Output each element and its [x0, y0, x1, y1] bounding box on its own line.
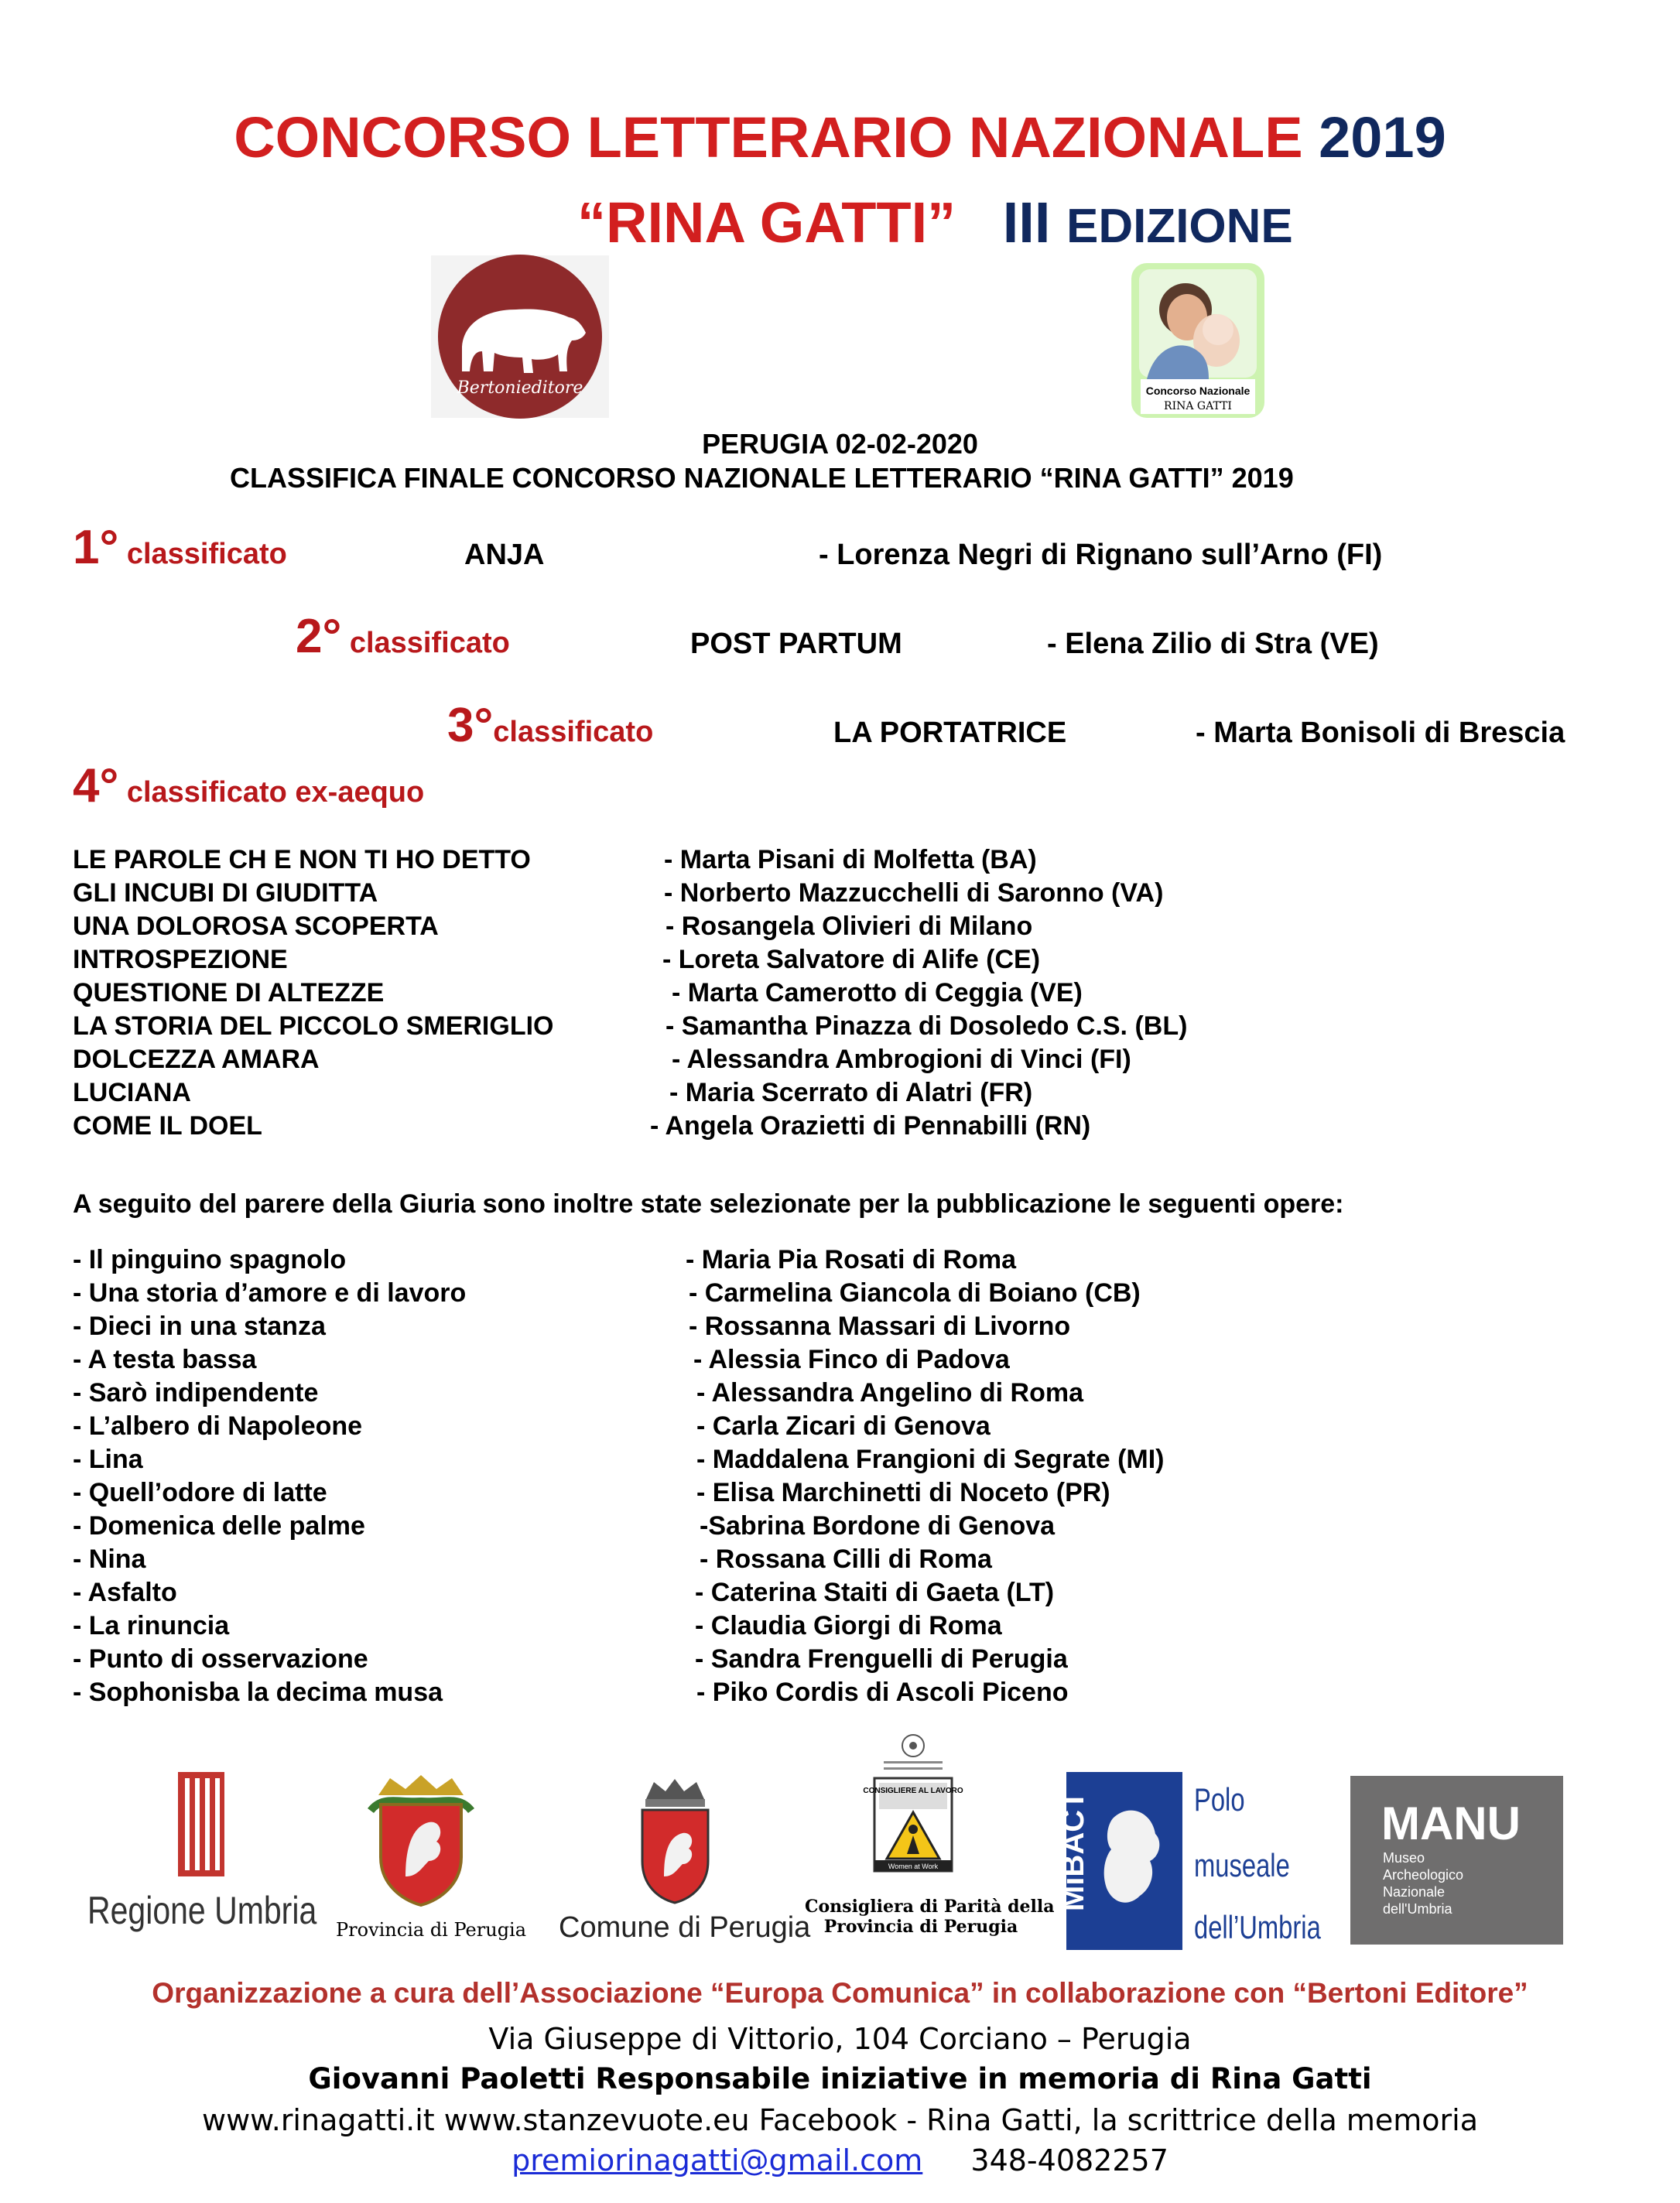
consigliera-caption — [805, 1897, 1055, 1937]
contact-line — [0, 2143, 1680, 2177]
phone-number: 348-4082257 — [970, 2143, 1168, 2177]
list-item-author: - Alessandra Ambrogioni di Vinci (FI) — [672, 1045, 1131, 1074]
list-item-author: - Rossana Cilli di Roma — [700, 1544, 992, 1574]
list-item-author: -Sabrina Bordone di Genova — [700, 1511, 1056, 1541]
consigliera-parita-logo — [863, 1732, 963, 1879]
place-label: classificato — [349, 627, 510, 659]
address-line: Via Giuseppe di Vittorio, 104 Corciano – Perugia — [488, 2022, 1192, 2056]
list-item-work: DOLCEZZA AMARA — [73, 1045, 320, 1074]
email-link[interactable]: premiorinagatti@gmail.com — [512, 2143, 923, 2177]
manu-sub2: Archeologico — [1383, 1867, 1464, 1883]
list-item-author: - Caterina Staiti di Gaeta (LT) — [695, 1578, 1055, 1607]
list-item-work: - Domenica delle palme — [73, 1511, 365, 1541]
list-item-work: - A testa bassa — [73, 1345, 257, 1374]
list-item-work: - Asfalto — [73, 1578, 177, 1607]
list-item-author: - Rosangela Olivieri di Milano — [665, 912, 1033, 941]
place-number: 1° — [73, 521, 119, 574]
page-subtitle — [577, 190, 1293, 255]
title-year: 2019 — [1319, 105, 1446, 169]
list-item-author: - Carmelina Giancola di Boiano (CB) — [689, 1278, 1141, 1308]
manu-sub4: dell'Umbria — [1383, 1901, 1452, 1917]
title-main: CONCORSO LETTERARIO NAZIONALE — [234, 105, 1303, 169]
list-item-author: - Angela Orazietti di Pennabilli (RN) — [650, 1111, 1091, 1141]
provincia-perugia-crest — [367, 1772, 475, 1907]
manu-sub3: Nazionale — [1383, 1884, 1446, 1900]
list-item-author: - Loreta Salvatore di Alife (CE) — [662, 945, 1041, 974]
selection-intro: A seguito del parere della Giuria sono inoltre state selezionate per la pubblicazione le seguenti opere: — [73, 1189, 1344, 1219]
list-item-work: - Sophonisba la decima musa — [73, 1678, 443, 1707]
list-item-author: - Claudia Giorgi di Roma — [695, 1611, 1002, 1640]
list-item-work: - Una storia d’amore e di lavoro — [73, 1278, 467, 1308]
list-item-author: - Carla Zicari di Genova — [696, 1411, 991, 1441]
list-item-work: LA STORIA DEL PICCOLO SMERIGLIO — [73, 1011, 554, 1041]
regione-umbria-caption: Regione Umbria — [87, 1889, 317, 1932]
place-1-work: ANJA — [464, 539, 545, 571]
responsible-line: Giovanni Paoletti Responsabile iniziative in memoria di Rina Gatti — [308, 2062, 1372, 2095]
comune-perugia-crest — [635, 1776, 716, 1904]
place-2 — [296, 609, 510, 664]
subtitle-name: “RINA GATTI” — [577, 190, 956, 255]
place-1 — [73, 520, 287, 575]
list-item-author: - Alessia Finco di Padova — [693, 1345, 1010, 1374]
list-item-work: - Sarò indipendente — [73, 1378, 319, 1408]
provincia-perugia-caption: Provincia di Perugia — [336, 1919, 527, 1941]
list-item-work: GLI INCUBI DI GIUDITTA — [73, 878, 378, 908]
rina-gatti-contest-logo — [1131, 263, 1264, 418]
comune-perugia-caption: Comune di Perugia — [559, 1911, 811, 1944]
consigliera-logo-women-text: Women at Work — [888, 1863, 939, 1870]
list-item-author: - Norberto Mazzucchelli di Saronno (VA) — [664, 878, 1164, 908]
consigliera-logo-text: CONSIGLIERE AL LAVORO — [863, 1787, 963, 1795]
list-item-author: - Marta Camerotto di Ceggia (VE) — [672, 978, 1083, 1007]
list-item-author: - Samantha Pinazza di Dosoledo C.S. (BL) — [665, 1011, 1188, 1041]
manu-sub1: Museo — [1383, 1850, 1425, 1866]
place-3 — [447, 698, 653, 753]
list-item-work: LE PAROLE CH E NON TI HO DETTO — [73, 845, 531, 874]
list-item-work: UNA DOLOROSA SCOPERTA — [73, 912, 439, 941]
place-number: 2° — [296, 610, 342, 663]
list-item-work: - L’albero di Napoleone — [73, 1411, 363, 1441]
place-label: classificato — [493, 716, 654, 748]
list-item-author: - Sandra Frenguelli di Perugia — [695, 1644, 1068, 1674]
list-item-author: - Marta Pisani di Molfetta (BA) — [664, 845, 1037, 874]
list-item-author: - Maria Pia Rosati di Roma — [686, 1245, 1016, 1274]
list-item-author: - Elisa Marchinetti di Noceto (PR) — [696, 1478, 1110, 1507]
contest-logo-line1: Concorso Nazionale — [1145, 385, 1251, 397]
place-number: 4° — [73, 759, 119, 812]
list-item-work: - Quell’odore di latte — [73, 1478, 327, 1507]
place-2-author: - Elena Zilio di Stra (VE) — [1047, 628, 1379, 660]
list-item-author: - Maria Scerrato di Alatri (FR) — [669, 1078, 1033, 1107]
list-item-author: - Maddalena Frangioni di Segrate (MI) — [696, 1445, 1165, 1474]
polo-text-line3: dell’Umbria — [1194, 1909, 1321, 1945]
polo-text-line2: museale — [1194, 1847, 1290, 1883]
list-item-work: COME IL DOEL — [73, 1111, 262, 1141]
list-item-work: LUCIANA — [73, 1078, 191, 1107]
list-item-work: - Il pinguino spagnolo — [73, 1245, 347, 1274]
list-item-author: - Alessandra Angelino di Roma — [696, 1378, 1084, 1408]
bertonieditore-logo-text: Bertonieditore — [457, 378, 583, 398]
list-item-work: - La rinuncia — [73, 1611, 230, 1640]
subtitle-edition-word: EDIZIONE — [1066, 200, 1293, 253]
regione-umbria-emblem — [178, 1772, 224, 1876]
subtitle-edition-number: III — [1002, 190, 1051, 255]
list-item-work: - Nina — [73, 1544, 146, 1574]
place-4 — [73, 758, 424, 813]
place-3-author: - Marta Bonisoli di Brescia — [1196, 717, 1565, 749]
place-1-author: - Lorenza Negri di Rignano sull’Arno (FI) — [819, 539, 1383, 571]
list-item-work: - Lina — [73, 1445, 143, 1474]
manu-text: MANU — [1381, 1798, 1521, 1849]
list-item-author: - Piko Cordis di Ascoli Piceno — [696, 1678, 1069, 1707]
organization-line: Organizzazione a cura dell’Associazione “Europa Comunica” in collaborazione con “Bertoni Editore” — [152, 1977, 1528, 2009]
list-item-author: - Rossanna Massari di Livorno — [689, 1312, 1071, 1341]
list-item-work: INTROSPEZIONE — [73, 945, 288, 974]
ranking-title: CLASSIFICA FINALE CONCORSO NAZIONALE LETTERARIO “RINA GATTI” 2019 — [230, 462, 1294, 494]
place-3-work: LA PORTATRICE — [833, 717, 1067, 749]
place-label: classificato — [126, 538, 287, 570]
manu-logo — [1350, 1776, 1563, 1945]
contest-logo-line2: RINA GATTI — [1164, 400, 1232, 412]
list-item-work: - Dieci in una stanza — [73, 1312, 326, 1341]
mibact-text: MiBACT — [1056, 1791, 1090, 1911]
websites-line: www.rinagatti.it www.stanzevuote.eu Facebook - Rina Gatti, la scrittrice della memoria — [201, 2103, 1478, 2137]
place-number: 3° — [447, 699, 494, 752]
page-title — [0, 104, 1680, 170]
consigliera-caption-line1: Consigliera di Parità della — [805, 1897, 1055, 1917]
date-line: PERUGIA 02-02-2020 — [702, 428, 978, 460]
place-2-work: POST PARTUM — [690, 628, 902, 660]
consigliera-caption-line2: Provincia di Perugia — [823, 1917, 1018, 1937]
polo-text-line1: Polo — [1194, 1781, 1245, 1818]
bertonieditore-logo — [431, 255, 609, 418]
list-item-work: - Punto di osservazione — [73, 1644, 368, 1674]
polo-museale-logo — [1056, 1772, 1321, 1950]
list-item-work: QUESTIONE DI ALTEZZE — [73, 978, 385, 1007]
place-label: classificato ex-aequo — [126, 776, 425, 809]
